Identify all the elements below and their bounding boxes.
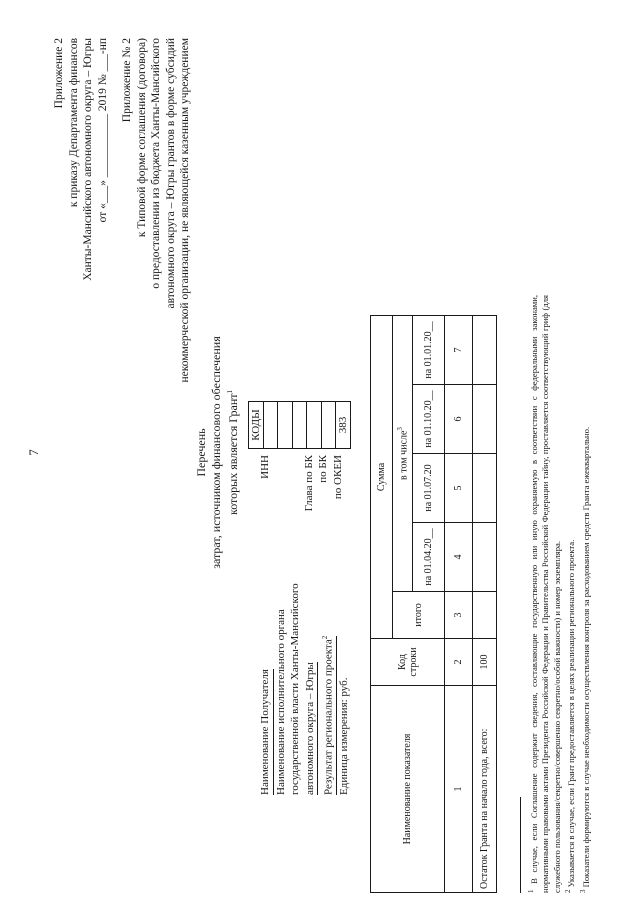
document-title — [194, 0, 241, 905]
appendix-no2-line: некоммерческой организации, не являющейся казенным учреждением — [179, 38, 191, 383]
header-q1: на 01.04.20__ — [413, 523, 445, 592]
appendix-2-header — [52, 38, 110, 458]
appendix-2-line: Приложение 2 — [53, 38, 65, 109]
appendix-no2-header — [120, 38, 193, 458]
appendix-no2-line: к Типовой форме соглашения (договора) — [135, 38, 148, 238]
unit-label: Единица измерения: руб. — [338, 677, 351, 795]
footnote-2: $^2$ Указывается в случае, если Грант предоставляется в целях реализации регионального проекта. — [564, 539, 577, 893]
column-number: 3 — [445, 592, 473, 639]
inn-label: ИНН — [259, 455, 271, 479]
footnote-mark: 1 — [527, 889, 535, 893]
header-sum: Сумма — [371, 316, 393, 639]
code-cell — [278, 402, 293, 449]
appendix-no2-line: о предоставлении из бюджета Ханты-Мансийского — [150, 38, 162, 289]
row-code: 100 — [473, 639, 497, 686]
gov-body-label: государственной власти Ханты-Мансийского — [289, 583, 301, 795]
column-number: 4 — [445, 523, 473, 592]
column-number: 5 — [445, 454, 473, 523]
appendix-no2-line: Приложение № 2 — [121, 38, 133, 123]
appendix-no2-line: автономного округа – Югры грантов в форме субсидий — [164, 38, 177, 309]
appendix-2-line: от «___» ___________ 2019 № ___-нп — [96, 38, 109, 223]
row-value — [473, 523, 497, 592]
okei-code-cell: 383 — [336, 402, 351, 449]
header-q4: на 01.01.20__ — [413, 316, 445, 385]
title-line: Перечень — [194, 428, 208, 477]
column-number: 6 — [445, 385, 473, 454]
header-total: итого — [393, 592, 445, 639]
appendix-2-line: к приказу Департамента финансов — [67, 38, 80, 208]
glava-label: Глава по БК — [302, 455, 315, 512]
okei-label: по ОКЕИ — [331, 455, 344, 500]
footnote-1: $^1$ В случае, если Соглашение содержит сведения, составляющие государственную или иную охраняемую в соответствии с федеральными законами, нормативными правовыми актами Президента Российской Федерации и Правительства Российской Федерации тайну, проставляется соответствующий гриф (для служебного пользования/секретно/совершенно секретно/особой важности) и номер экземпляра. — [527, 295, 562, 893]
footnote-mark: 3 — [395, 427, 404, 431]
column-number: 2 — [445, 639, 473, 686]
gov-body-label: автономного округа – Югры — [303, 662, 319, 795]
footnote-3: $^3$ Показатели формируются в случае необходимости осуществления контроля за расходованием средств Гранта ежеквартально. — [578, 426, 591, 893]
codes-table — [248, 401, 351, 449]
appendix-2-line: Ханты-Мансийского автономного округа – Югры — [82, 38, 94, 281]
row-value — [473, 316, 497, 385]
header-code: Код строки — [371, 639, 445, 686]
footnote-mark: 1 — [226, 390, 234, 394]
header-q3: на 01.10.20__ — [413, 385, 445, 454]
column-number: 1 — [445, 686, 473, 893]
row-value — [473, 385, 497, 454]
row-name: Остаток Гранта на начало года, всего: — [473, 686, 497, 893]
recipient-label: Наименование Получателя — [258, 669, 274, 795]
page-number: 7 — [26, 449, 41, 456]
code-cell — [292, 402, 307, 449]
code-labels — [258, 455, 345, 575]
header-including: в том числе$^3$ — [393, 316, 413, 592]
expenses-table — [370, 315, 497, 893]
row-value — [473, 454, 497, 523]
po-bk-label: по БК — [317, 455, 329, 483]
footnotes — [526, 295, 592, 893]
gov-body-label: Наименование исполнительного органа — [274, 609, 287, 795]
header-name: Наименование показателя — [371, 686, 445, 893]
column-number: 7 — [445, 316, 473, 385]
code-cell — [263, 402, 278, 449]
codes-header: КОДЫ — [249, 402, 264, 449]
code-cell — [321, 402, 336, 449]
code-cell — [307, 402, 322, 449]
footnote-mark: 2 — [564, 889, 573, 893]
table-row — [473, 316, 497, 893]
row-value — [473, 592, 497, 639]
header-q2: на 01.07.20 — [413, 454, 445, 523]
footnote-separator — [520, 797, 521, 893]
footnote-mark: 2 — [321, 635, 329, 640]
title-line: которых является Грант — [226, 393, 240, 515]
project-label: Результат регионального проекта — [322, 639, 335, 795]
title-line: затрат, источником финансового обеспечения — [208, 336, 223, 569]
footnote-mark: 3 — [578, 889, 587, 893]
